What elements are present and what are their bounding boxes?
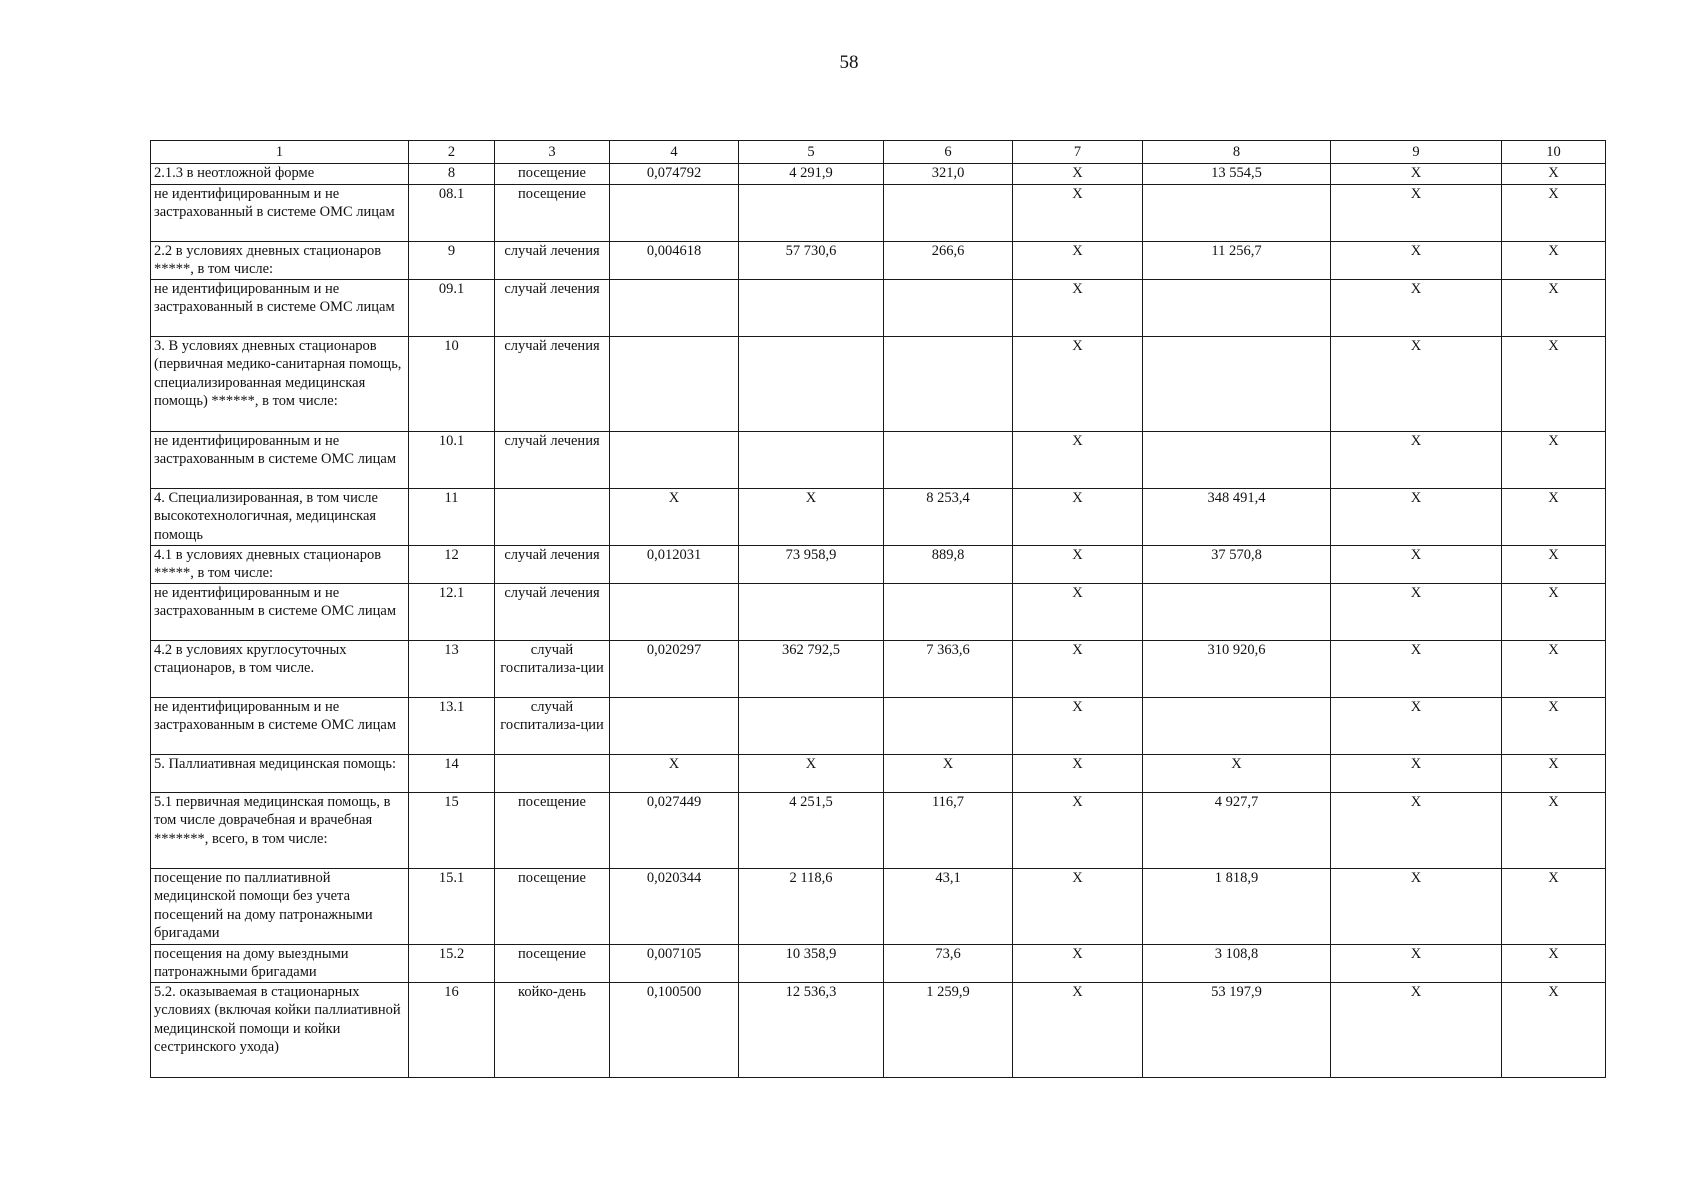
- cell-col-5: 4 251,5: [739, 793, 884, 869]
- cell-col-7: X: [1013, 641, 1143, 698]
- row-description: не идентифицированным и не застрахованным в системе ОМС лицам: [151, 698, 409, 755]
- header-row: [151, 141, 1606, 164]
- cell-col-7: X: [1013, 185, 1143, 242]
- cell-col-10: X: [1502, 641, 1606, 698]
- cell-col-6: 889,8: [884, 546, 1013, 584]
- column-header-3: 3: [495, 141, 610, 164]
- cell-col-6: [884, 584, 1013, 641]
- unit-of-measure: случай госпитализа-ции: [495, 698, 610, 755]
- cell-col-5: 362 792,5: [739, 641, 884, 698]
- cell-col-7: X: [1013, 698, 1143, 755]
- cell-col-7: X: [1013, 755, 1143, 793]
- cell-col-7: X: [1013, 337, 1143, 432]
- cell-col-10: X: [1502, 164, 1606, 185]
- cell-col-10: X: [1502, 546, 1606, 584]
- cell-col-10: X: [1502, 983, 1606, 1078]
- row-description: 5. Паллиативная медицинская помощь:: [151, 755, 409, 793]
- cell-col-5: [739, 337, 884, 432]
- cell-col-9: X: [1331, 164, 1502, 185]
- unit-of-measure: случай госпитализа-ции: [495, 641, 610, 698]
- cell-col-6: [884, 280, 1013, 337]
- column-header-6: 6: [884, 141, 1013, 164]
- row-code: 15.2: [409, 945, 495, 983]
- cell-col-8: 13 554,5: [1143, 164, 1331, 185]
- cell-col-6: 43,1: [884, 869, 1013, 945]
- cell-col-10: X: [1502, 755, 1606, 793]
- cell-col-9: X: [1331, 793, 1502, 869]
- cell-col-7: X: [1013, 489, 1143, 546]
- row-code: 15.1: [409, 869, 495, 945]
- cell-col-4: [610, 698, 739, 755]
- cell-col-9: X: [1331, 869, 1502, 945]
- unit-of-measure: случай лечения: [495, 584, 610, 641]
- cell-col-7: X: [1013, 983, 1143, 1078]
- cell-col-8: [1143, 698, 1331, 755]
- cell-col-8: [1143, 185, 1331, 242]
- table-row: [151, 489, 1606, 546]
- row-code: 10: [409, 337, 495, 432]
- unit-of-measure: [495, 489, 610, 546]
- cell-col-8: 3 108,8: [1143, 945, 1331, 983]
- cell-col-6: [884, 185, 1013, 242]
- cell-col-8: X: [1143, 755, 1331, 793]
- cell-col-8: 53 197,9: [1143, 983, 1331, 1078]
- row-description: 5.1 первичная медицинская помощь, в том числе доврачебная и врачебная *******, всего, в том числе:: [151, 793, 409, 869]
- cell-col-8: [1143, 584, 1331, 641]
- row-description: 4.2 в условиях круглосуточных стационаров, в том числе.: [151, 641, 409, 698]
- cell-col-5: 57 730,6: [739, 242, 884, 280]
- cell-col-5: [739, 280, 884, 337]
- cell-col-5: X: [739, 489, 884, 546]
- cell-col-7: X: [1013, 164, 1143, 185]
- cell-col-7: X: [1013, 242, 1143, 280]
- unit-of-measure: случай лечения: [495, 337, 610, 432]
- cell-col-6: 73,6: [884, 945, 1013, 983]
- cell-col-8: 310 920,6: [1143, 641, 1331, 698]
- cell-col-4: [610, 337, 739, 432]
- cell-col-9: X: [1331, 755, 1502, 793]
- cell-col-4: 0,074792: [610, 164, 739, 185]
- cell-col-6: 321,0: [884, 164, 1013, 185]
- cell-col-10: X: [1502, 945, 1606, 983]
- cell-col-4: 0,027449: [610, 793, 739, 869]
- table-row: [151, 242, 1606, 280]
- table-row: [151, 698, 1606, 755]
- table-row: [151, 280, 1606, 337]
- cell-col-7: X: [1013, 432, 1143, 489]
- row-code: 16: [409, 983, 495, 1078]
- cell-col-10: X: [1502, 698, 1606, 755]
- cell-col-7: X: [1013, 546, 1143, 584]
- column-header-7: 7: [1013, 141, 1143, 164]
- row-code: 11: [409, 489, 495, 546]
- unit-of-measure: [495, 755, 610, 793]
- cell-col-6: [884, 432, 1013, 489]
- cell-col-9: X: [1331, 983, 1502, 1078]
- unit-of-measure: случай лечения: [495, 280, 610, 337]
- table-row: [151, 185, 1606, 242]
- unit-of-measure: койко-день: [495, 983, 610, 1078]
- cell-col-10: X: [1502, 584, 1606, 641]
- cell-col-6: X: [884, 755, 1013, 793]
- row-description: 4.1 в условиях дневных стационаров *****, в том числе:: [151, 546, 409, 584]
- cell-col-7: X: [1013, 945, 1143, 983]
- cell-col-4: X: [610, 755, 739, 793]
- cell-col-9: X: [1331, 280, 1502, 337]
- row-description: посещения на дому выездными патронажными бригадами: [151, 945, 409, 983]
- cell-col-4: 0,020344: [610, 869, 739, 945]
- cell-col-10: X: [1502, 432, 1606, 489]
- cell-col-4: [610, 432, 739, 489]
- unit-of-measure: случай лечения: [495, 242, 610, 280]
- cell-col-9: X: [1331, 432, 1502, 489]
- table-row: [151, 432, 1606, 489]
- cell-col-9: X: [1331, 185, 1502, 242]
- cell-col-4: 0,004618: [610, 242, 739, 280]
- page-number: 58: [839, 52, 859, 73]
- cell-col-5: [739, 698, 884, 755]
- cell-col-6: 7 363,6: [884, 641, 1013, 698]
- cell-col-5: [739, 432, 884, 489]
- cell-col-7: X: [1013, 869, 1143, 945]
- row-code: 08.1: [409, 185, 495, 242]
- row-code: 12: [409, 546, 495, 584]
- unit-of-measure: случай лечения: [495, 546, 610, 584]
- cell-col-5: X: [739, 755, 884, 793]
- cell-col-10: X: [1502, 337, 1606, 432]
- row-description: не идентифицированным и не застрахованным в системе ОМС лицам: [151, 432, 409, 489]
- cell-col-5: 4 291,9: [739, 164, 884, 185]
- cell-col-8: 1 818,9: [1143, 869, 1331, 945]
- cell-col-6: 116,7: [884, 793, 1013, 869]
- cell-col-8: [1143, 337, 1331, 432]
- row-code: 09.1: [409, 280, 495, 337]
- cell-col-9: X: [1331, 945, 1502, 983]
- unit-of-measure: посещение: [495, 164, 610, 185]
- column-header-2: 2: [409, 141, 495, 164]
- column-header-1: 1: [151, 141, 409, 164]
- table-row: [151, 584, 1606, 641]
- cell-col-9: X: [1331, 337, 1502, 432]
- cell-col-5: 73 958,9: [739, 546, 884, 584]
- column-header-8: 8: [1143, 141, 1331, 164]
- row-description: 3. В условиях дневных стационаров (первичная медико-санитарная помощь, специализированная медицинская помощь) ******, в том числе:: [151, 337, 409, 432]
- cell-col-9: X: [1331, 489, 1502, 546]
- cell-col-6: [884, 698, 1013, 755]
- cell-col-7: X: [1013, 280, 1143, 337]
- cell-col-6: 8 253,4: [884, 489, 1013, 546]
- table-row: [151, 793, 1606, 869]
- cell-col-10: X: [1502, 793, 1606, 869]
- column-header-5: 5: [739, 141, 884, 164]
- cell-col-10: X: [1502, 489, 1606, 546]
- table-row: [151, 164, 1606, 185]
- data-table: [150, 140, 1606, 1078]
- unit-of-measure: посещение: [495, 793, 610, 869]
- cell-col-4: 0,020297: [610, 641, 739, 698]
- cell-col-9: X: [1331, 641, 1502, 698]
- row-code: 8: [409, 164, 495, 185]
- row-code: 12.1: [409, 584, 495, 641]
- cell-col-8: 11 256,7: [1143, 242, 1331, 280]
- cell-col-5: [739, 584, 884, 641]
- cell-col-8: [1143, 432, 1331, 489]
- table-row: [151, 546, 1606, 584]
- column-header-4: 4: [610, 141, 739, 164]
- unit-of-measure: посещение: [495, 945, 610, 983]
- cell-col-8: [1143, 280, 1331, 337]
- cell-col-6: 1 259,9: [884, 983, 1013, 1078]
- cell-col-7: X: [1013, 584, 1143, 641]
- table-row: [151, 945, 1606, 983]
- row-description: 2.1.3 в неотложной форме: [151, 164, 409, 185]
- cell-col-8: 37 570,8: [1143, 546, 1331, 584]
- cell-col-5: 12 536,3: [739, 983, 884, 1078]
- table-row: [151, 983, 1606, 1078]
- cell-col-9: X: [1331, 698, 1502, 755]
- table-row: [151, 869, 1606, 945]
- table-row: [151, 641, 1606, 698]
- row-description: не идентифицированным и не застрахованный в системе ОМС лицам: [151, 185, 409, 242]
- column-header-10: 10: [1502, 141, 1606, 164]
- row-description: 5.2. оказываемая в стационарных условиях (включая койки паллиативной медицинской помощи и койки сестринского ухода): [151, 983, 409, 1078]
- cell-col-4: 0,012031: [610, 546, 739, 584]
- unit-of-measure: случай лечения: [495, 432, 610, 489]
- cell-col-4: [610, 185, 739, 242]
- cell-col-10: X: [1502, 185, 1606, 242]
- cell-col-5: [739, 185, 884, 242]
- cell-col-4: [610, 280, 739, 337]
- cell-col-8: 348 491,4: [1143, 489, 1331, 546]
- cell-col-10: X: [1502, 242, 1606, 280]
- row-code: 10.1: [409, 432, 495, 489]
- table-row: [151, 337, 1606, 432]
- cell-col-7: X: [1013, 793, 1143, 869]
- cell-col-5: 2 118,6: [739, 869, 884, 945]
- cell-col-9: X: [1331, 546, 1502, 584]
- cell-col-5: 10 358,9: [739, 945, 884, 983]
- cell-col-9: X: [1331, 242, 1502, 280]
- cell-col-6: 266,6: [884, 242, 1013, 280]
- row-code: 13.1: [409, 698, 495, 755]
- cell-col-4: 0,007105: [610, 945, 739, 983]
- row-code: 13: [409, 641, 495, 698]
- unit-of-measure: посещение: [495, 185, 610, 242]
- cell-col-6: [884, 337, 1013, 432]
- cell-col-9: X: [1331, 584, 1502, 641]
- column-header-9: 9: [1331, 141, 1502, 164]
- row-code: 14: [409, 755, 495, 793]
- cell-col-4: 0,100500: [610, 983, 739, 1078]
- row-code: 15: [409, 793, 495, 869]
- row-description: 2.2 в условиях дневных стационаров *****, в том числе:: [151, 242, 409, 280]
- row-description: не идентифицированным и не застрахованным в системе ОМС лицам: [151, 584, 409, 641]
- row-code: 9: [409, 242, 495, 280]
- row-description: не идентифицированным и не застрахованный в системе ОМС лицам: [151, 280, 409, 337]
- row-description: 4. Специализированная, в том числе высокотехнологичная, медицинская помощь: [151, 489, 409, 546]
- unit-of-measure: посещение: [495, 869, 610, 945]
- cell-col-4: [610, 584, 739, 641]
- cell-col-10: X: [1502, 280, 1606, 337]
- cell-col-10: X: [1502, 869, 1606, 945]
- cell-col-4: X: [610, 489, 739, 546]
- row-description: посещение по паллиативной медицинской помощи без учета посещений на дому патронажными бригадами: [151, 869, 409, 945]
- table-row: [151, 755, 1606, 793]
- cell-col-8: 4 927,7: [1143, 793, 1331, 869]
